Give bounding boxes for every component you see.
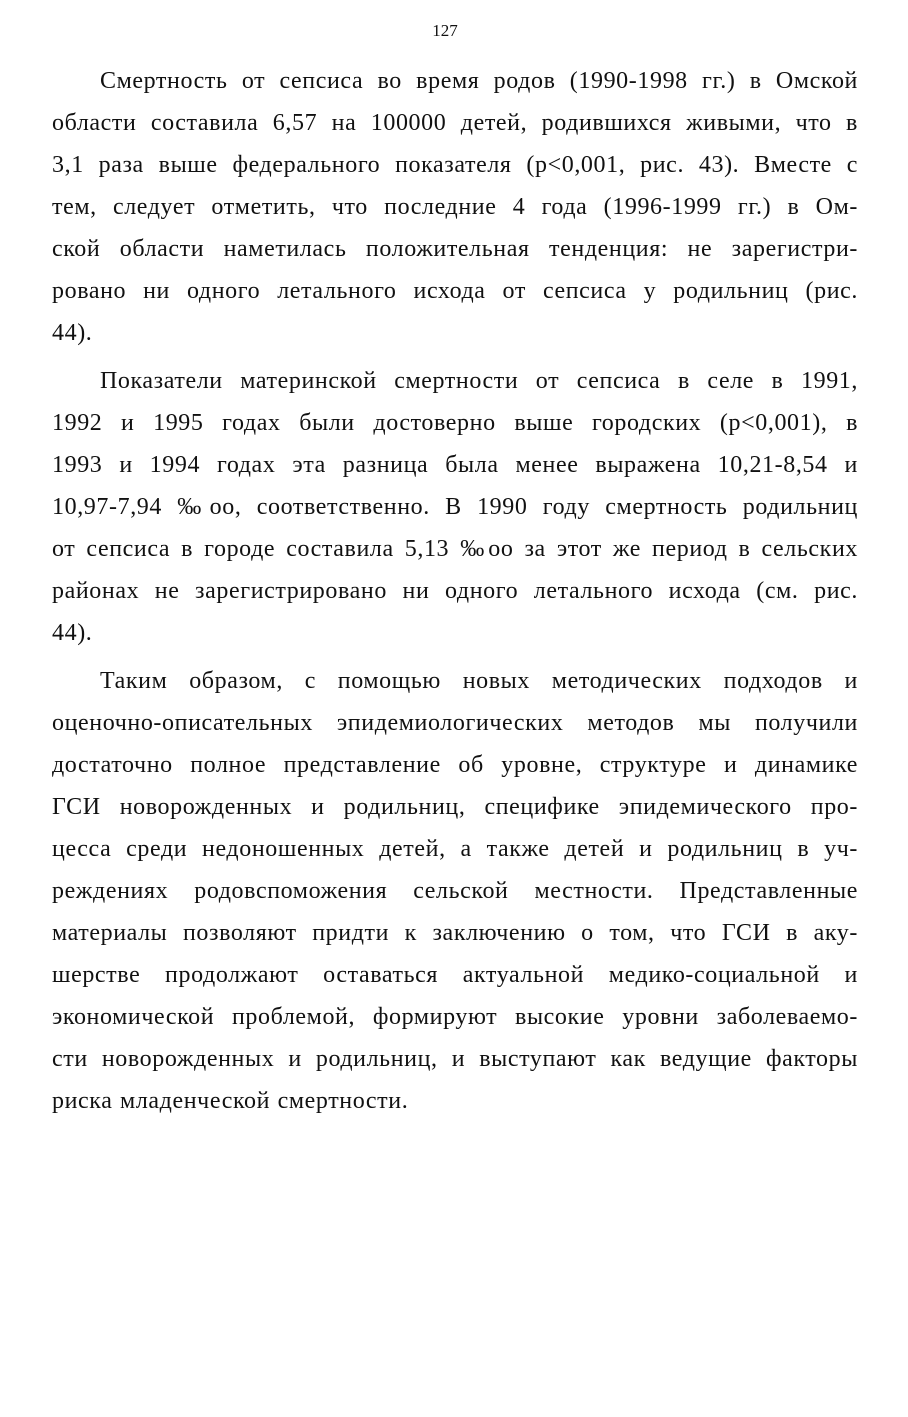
text-line: шерстве продолжают оставаться актуальной медико-социальной и	[52, 962, 858, 988]
text-line: 1992 и 1995 годах были достоверно выше городских (р<0,001), в	[52, 410, 858, 436]
paragraph	[52, 660, 858, 1122]
text-line: 3,1 раза выше федерального показателя (р<0,001, рис. 43). Вместе с	[52, 152, 858, 178]
text-line: материалы позволяют придти к заключению о том, что ГСИ в аку-	[52, 920, 858, 946]
paragraph	[52, 360, 858, 654]
text-line: 44).	[52, 320, 93, 346]
text-line: Смертность от сепсиса во время родов (1990-1998 гг.) в Омской	[100, 68, 858, 94]
text-line: 1993 и 1994 годах эта разница была менее выражена 10,21-8,54 и	[52, 452, 858, 478]
text-line: ской области наметилась положительная тенденция: не зарегистри-	[52, 236, 858, 262]
text-line: реждениях родовспоможения сельской местности. Представленные	[52, 878, 858, 904]
text-line: 10,97-7,94 ‰oo, соответственно. В 1990 году смертность родильниц	[52, 494, 858, 520]
body-text	[52, 60, 858, 1128]
page-number: 127	[432, 21, 458, 40]
text-line: цесса среди недоношенных детей, а также детей и родильниц в уч-	[52, 836, 858, 862]
text-line: Показатели материнской смертности от сепсиса в селе в 1991,	[100, 368, 858, 394]
text-line: тем, следует отметить, что последние 4 года (1996-1999 гг.) в Ом-	[52, 194, 858, 220]
text-line: области составила 6,57 на 100000 детей, родившихся живыми, что в	[52, 110, 858, 136]
text-line: риска младенческой смертности.	[52, 1088, 409, 1114]
text-line: экономической проблемой, формируют высокие уровни заболеваемо-	[52, 1004, 858, 1030]
paragraph	[52, 60, 858, 354]
text-line: ГСИ новорожденных и родильниц, специфике эпидемического про-	[52, 794, 858, 820]
text-line: Таким образом, с помощью новых методических подходов и	[100, 668, 858, 694]
text-line: сти новорожденных и родильниц, и выступают как ведущие факторы	[52, 1046, 858, 1072]
text-line: достаточно полное представление об уровне, структуре и динамике	[52, 752, 858, 778]
text-line: от сепсиса в городе составила 5,13 ‰oo за этот же период в сельских	[52, 536, 858, 562]
text-line: районах не зарегистрировано ни одного летального исхода (см. рис.	[52, 578, 858, 604]
text-line: 44).	[52, 620, 93, 646]
text-line: оценочно-описательных эпидемиологических методов мы получили	[52, 710, 858, 736]
text-line: ровано ни одного летального исхода от сепсиса у родильниц (рис.	[52, 278, 858, 304]
